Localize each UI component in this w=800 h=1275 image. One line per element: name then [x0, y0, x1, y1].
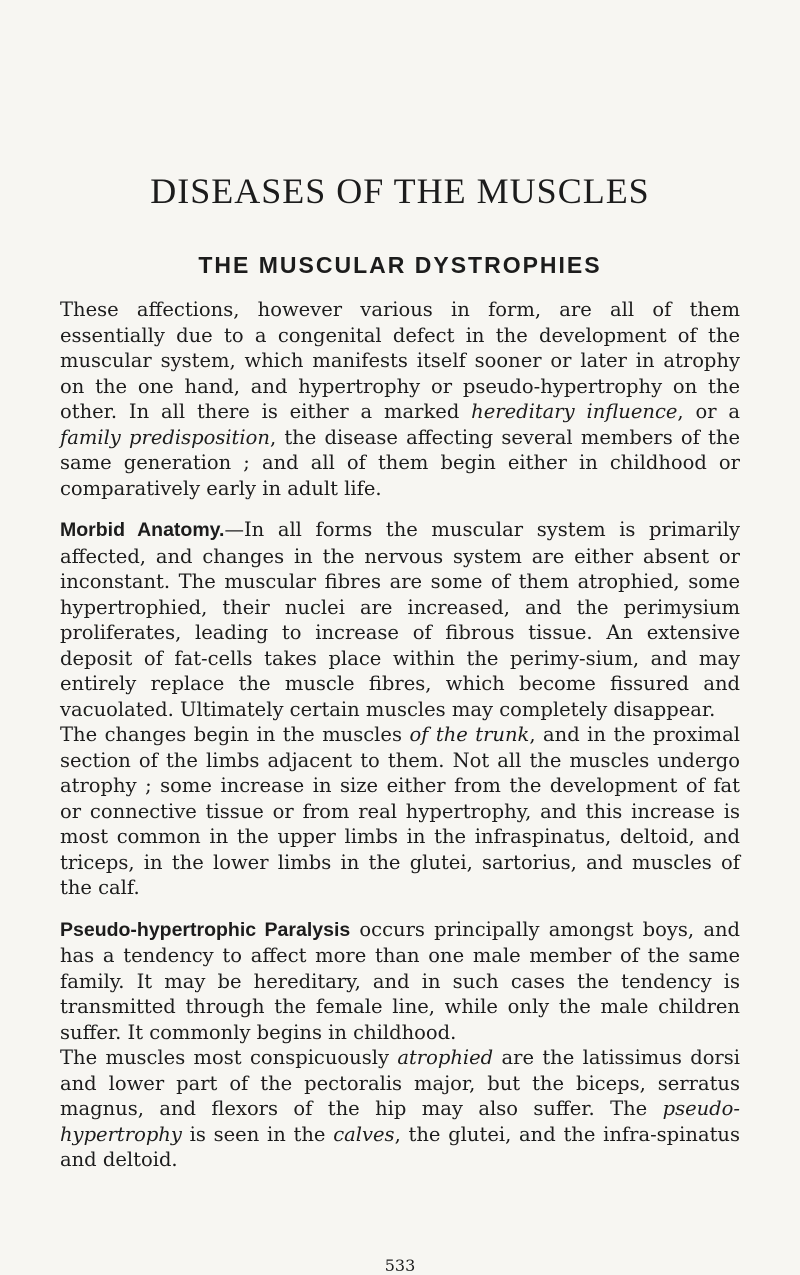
body-text [60, 297, 740, 1173]
muscles-emphasis-calves: calves [333, 1122, 395, 1146]
changes-text-2: , and in the proximal section of the limbs adjacent to them. Not all the muscles undergo atrophy ; some increase in size either from the development of fat or connective tissue or from real hypertrophy, and this increase is most common in the upper limbs in the infraspinatus, deltoid, and triceps, in the lower limbs in the glutei, sartorius, and muscles of the calf. [60, 723, 740, 899]
muscles-text-1: The muscles most conspicuously [60, 1046, 398, 1069]
chapter-title: DISEASES OF THE MUSCLES [150, 171, 650, 211]
intro-emphasis-family: family predisposition [60, 425, 270, 449]
changes-paragraph [60, 722, 740, 901]
intro-text-3: , the disease affecting several members of the same generation ; and all of them begin either in childhood or comparatively early in adult life. [60, 425, 740, 500]
page-number: 533 [384, 1256, 416, 1275]
muscles-text-2: are the latissimus dorsi and lower part of the pectoralis major, but the biceps, serratus magnus, and flexors of the hip may also suffer. The [60, 1046, 740, 1120]
intro-text-1: These affections, however various in form, are all of them essentially due to a congenital defect in the development of the muscular system, which manifests itself sooner or later in atrophy on the one hand, and hypertrophy or pseudo-hypertrophy on the other. In all there is either a marked [60, 298, 740, 423]
muscles-text-4: , the glutei, and the infra-spinatus and deltoid. [60, 1122, 740, 1171]
intro-emphasis-hereditary: hereditary influence [471, 400, 678, 423]
morbid-anatomy-heading: Morbid Anatomy. [60, 519, 225, 541]
section-subtitle: THE MUSCULAR DYSTROPHIES [198, 252, 602, 278]
intro-paragraph [60, 297, 740, 501]
morbid-anatomy-text: —In all forms the muscular system is primarily affected, and changes in the nervous system are either absent or inconstant. The muscular fibres are some of them atrophied, some hypertrophied, their nuclei are increased, and the perimysium proliferates, leading to increase of fibrous tissue. An extensive deposit of fat-cells takes place within the perimy-sium, and may entirely replace the muscle fibres, which become fissured and vacuolated. Ultimately certain muscles may completely disappear. [60, 518, 740, 721]
pseudo-hypertrophic-text: occurs principally amongst boys, and has a tendency to affect more than one male member of the same family. It may be hereditary, and in such cases the tendency is transmitted through the female line, while only the male children suffer. It commonly begins in childhood. [60, 917, 740, 1044]
muscles-emphasis-atrophied: atrophied [397, 1046, 494, 1069]
muscles-emphasis-pseudo: pseudo-hypertrophy [60, 1097, 740, 1146]
muscles-text-3: is seen in the [181, 1122, 334, 1146]
intro-text-2: , or a [677, 400, 740, 423]
changes-emphasis-trunk: of the trunk [409, 723, 530, 746]
morbid-anatomy-paragraph [60, 517, 740, 722]
pseudo-hypertrophic-paragraph [60, 917, 740, 1046]
pseudo-hypertrophic-heading: Pseudo-hypertrophic Paralysis [60, 918, 351, 941]
muscles-paragraph [60, 1045, 740, 1173]
changes-text-1: The changes begin in the muscles [60, 723, 410, 746]
